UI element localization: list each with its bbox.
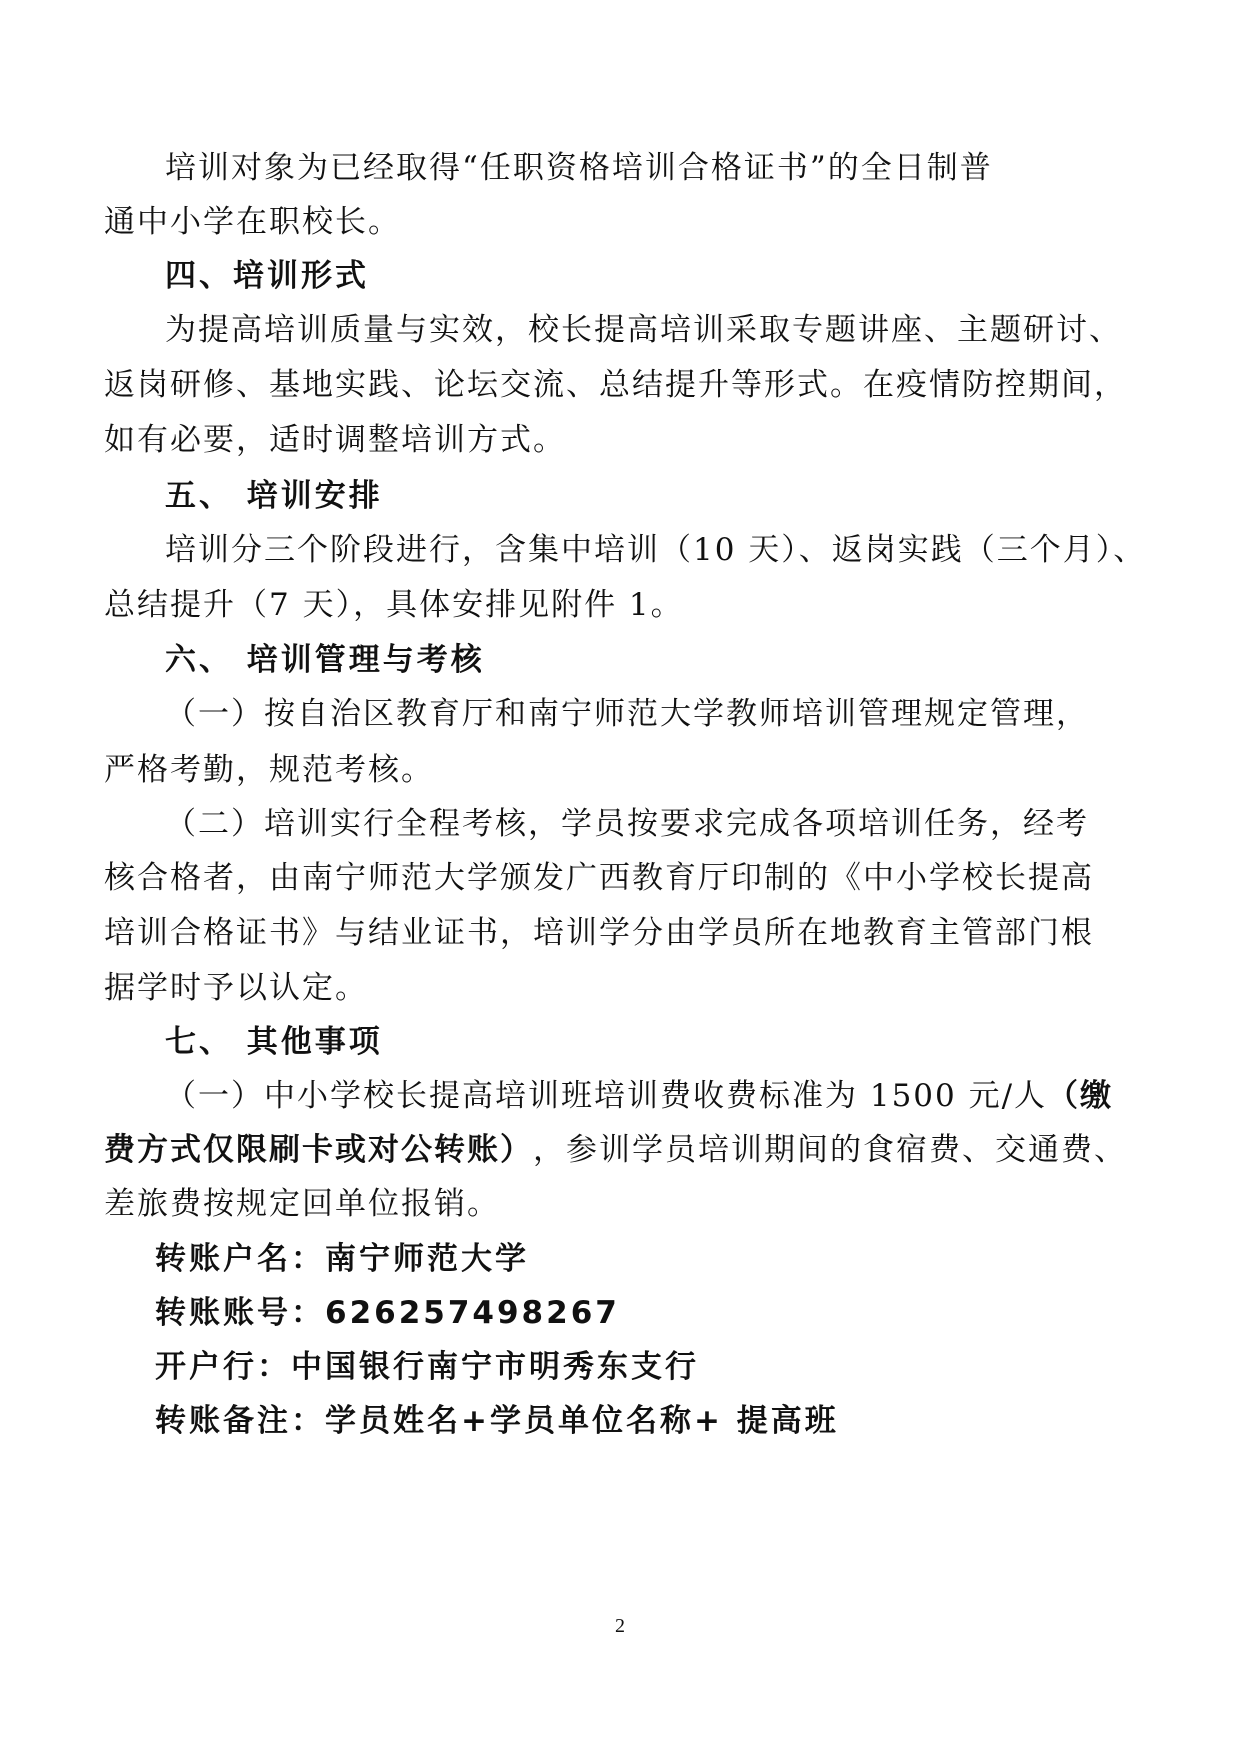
paragraph-line: 如有必要，适时调整培训方式。 xyxy=(104,422,566,458)
section-heading-5: 五、 培训安排 xyxy=(165,478,383,514)
payment-method-note: （缴 xyxy=(1047,1078,1114,1114)
bank-name: 开户行：中国银行南宁市明秀东支行 xyxy=(155,1349,699,1385)
transfer-remark: 转账备注：学员姓名+学员单位名称+ 提高班 xyxy=(155,1403,839,1439)
section-heading-7: 七、 其他事项 xyxy=(165,1024,383,1060)
fee-line-2 xyxy=(104,1130,1127,1170)
paragraph-line: 总结提升（7 天），具体安排见附件 1。 xyxy=(104,587,684,623)
section-heading-6: 六、 培训管理与考核 xyxy=(165,642,485,678)
account-number: 转账账号：626257498267 xyxy=(155,1295,620,1331)
paragraph-line: 严格考勤，规范考核。 xyxy=(104,752,434,788)
paragraph-line: 培训合格证书》与结业证书，培训学分由学员所在地教育主管部门根 xyxy=(104,915,1094,951)
fee-line-3: 差旅费按规定回单位报销。 xyxy=(104,1186,500,1222)
account-name: 转账户名：南宁师范大学 xyxy=(155,1241,529,1277)
paragraph-line: 据学时予以认定。 xyxy=(104,970,368,1006)
paragraph-line: 为提高培训质量与实效，校长提高培训采取专题讲座、主题研讨、 xyxy=(165,312,1122,348)
paragraph-line: 培训分三个阶段进行，含集中培训（10 天）、返岗实践（三个月）、 xyxy=(165,532,1147,568)
paragraph-line: 通中小学在职校长。 xyxy=(104,204,401,240)
fee-line-1 xyxy=(165,1076,1114,1116)
paragraph-line: 培训对象为已经取得“任职资格培训合格证书”的全日制普 xyxy=(165,150,993,186)
section-heading-4: 四、培训形式 xyxy=(165,258,369,294)
paragraph-line: （二）培训实行全程考核，学员按要求完成各项培训任务，经考 xyxy=(165,806,1089,842)
fee-standard-text: （一）中小学校长提高培训班培训费收费标准为 1500 元/人 xyxy=(165,1078,1048,1114)
payment-method-note: 费方式仅限刷卡或对公转账） xyxy=(104,1132,533,1168)
expenses-text: ，参训学员培训期间的食宿费、交通费、 xyxy=(533,1132,1127,1168)
page-number: 2 xyxy=(615,1615,625,1637)
paragraph-line: 返岗研修、基地实践、论坛交流、总结提升等形式。在疫情防控期间， xyxy=(104,367,1127,403)
paragraph-line: 核合格者，由南宁师范大学颁发广西教育厅印制的《中小学校长提高 xyxy=(104,860,1094,896)
paragraph-line: （一）按自治区教育厅和南宁师范大学教师培训管理规定管理， xyxy=(165,696,1089,732)
